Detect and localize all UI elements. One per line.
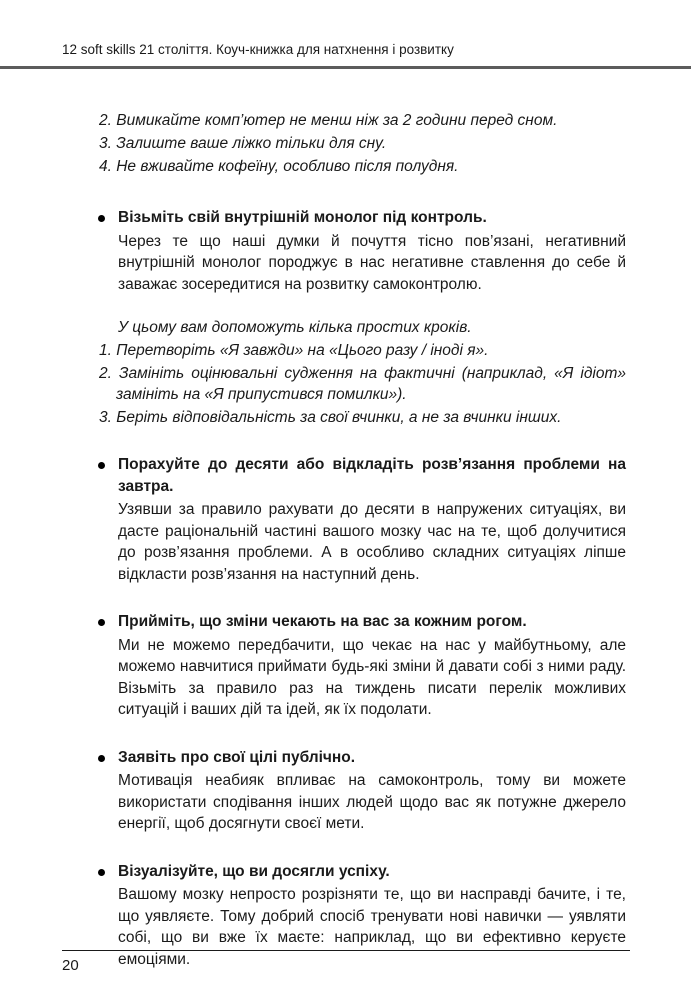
bullet-icon [98,869,105,876]
bullet-icon [98,619,105,626]
section-title: Візьміть свій внутрішній монолог під контроль. [118,209,487,226]
header-divider [0,66,691,69]
steps-list [90,340,626,428]
section-title: Прийміть, що зміни чекають на вас за кожним рогом. [118,613,527,630]
section-changes [90,611,626,721]
section-body: Вашому мозку непросто розрізняти те, що ви насправді бачите, і те, що уявляєте. Тому добрий спосіб тренувати нові навички — уявляти собі, що ви вже їх маєте: наприклад, що ви ефективно керуєте емоціями. [118,886,626,968]
continued-list [90,110,626,177]
list-item: 1. Перетворіть «Я завжди» на «Цього разу / іноді я». [99,342,489,359]
section-title: Заявіть про свої цілі публічно. [118,748,356,766]
page-number: 20 [62,957,79,974]
page-content [90,110,626,970]
list-item: 3. Беріть відповідальність за свої вчинки, а не за вчинки інших. [99,409,562,426]
section-body: Узявши за правило рахувати до десяти в напружених ситуаціях, ви дасте раціональній частині вашого мозку час на те, щоб долучитися до розв’язання проблеми. А в особливо складних ситуаціях ліпше відкласти розв’язання на наступний день. [118,501,626,583]
bullet-icon [98,755,105,762]
section-body: Мотивація неабияк впливає на самоконтроль, тому ви можете використати сподівання інших людей щодо вас як потужне джерело енергії, щоб досягнути своєї мети. [118,772,626,832]
section-title: Візуалізуйте, що ви досягли успіху. [118,862,390,880]
steps-intro: У цьому вам допоможуть кілька простих кроків. [118,319,472,336]
section-title: Порахуйте до десяти або відкладіть розв’язання проблеми на завтра. [118,456,626,495]
section-body: Ми не можемо передбачити, що чекає на нас у майбутньому, але можемо навчитися приймати будь-які зміни й давати собі з ними раду. Візьміть за правило раз на тиждень писати перелік можливих ситуацій і ваших дій та ідей, як їх подолати. [118,636,626,718]
section-visualize [90,861,626,971]
list-item: 2. Замініть оцінювальні судження на фактичні (наприклад, «Я ідіот» замініть на «Я припустився помилки»). [99,365,626,403]
list-item: 3. Залиште ваше ліжко тільки для сну. [99,135,387,152]
list-item: 4. Не вживайте кофеїну, особливо після полудня. [99,158,459,175]
bullet-icon [98,462,105,469]
section-count [90,454,626,585]
section-goals [90,747,626,835]
list-item: 2. Вимикайте комп’ютер не менш ніж за 2 години перед сном. [99,112,558,129]
section-monolog [90,207,626,295]
running-header: 12 soft skills 21 століття. Коуч-книжка для натхнення і розвитку [62,42,454,57]
bullet-icon [98,215,105,222]
footer-divider [62,950,630,951]
section-body: Через те що наші думки й почуття тісно пов’язані, негативний внутрішній монолог породжує в нас негативне ставлення до себе й заважає зосередитися на розвитку самоконтролю. [118,232,626,293]
